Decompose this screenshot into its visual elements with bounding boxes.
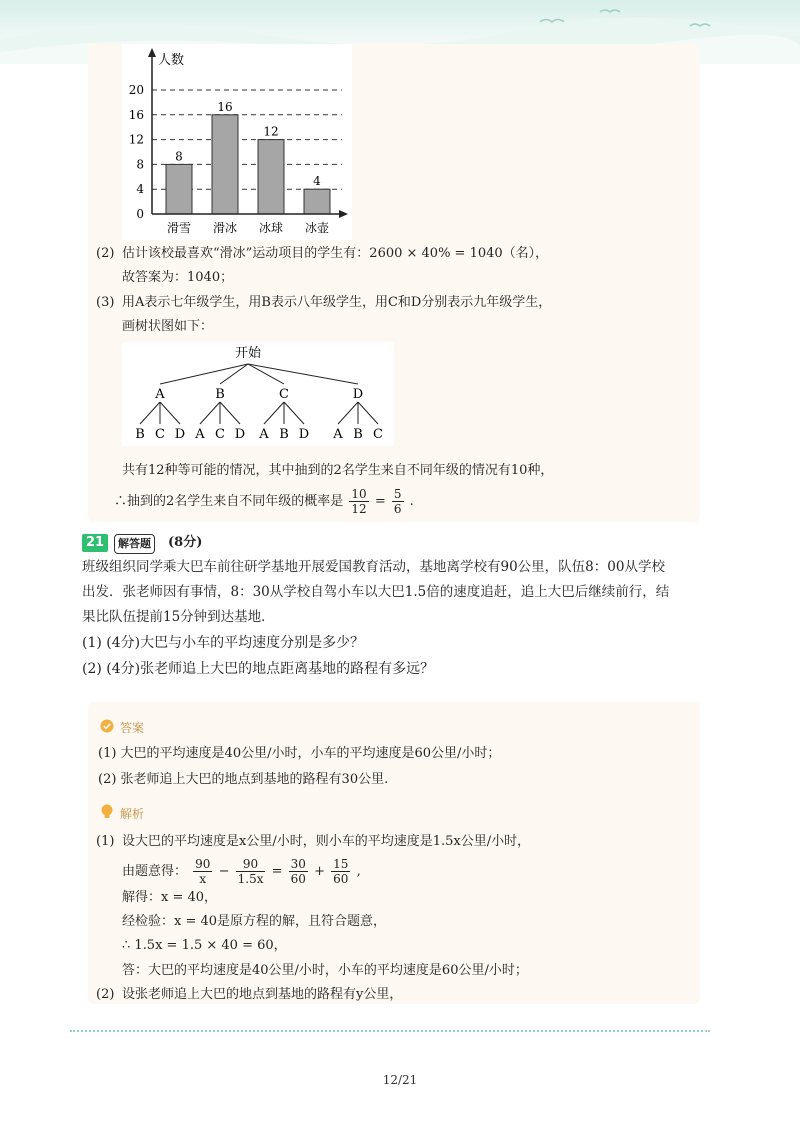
tree-leaf: B bbox=[353, 427, 363, 442]
tree-node: B bbox=[215, 387, 225, 402]
equals-sign: = bbox=[374, 494, 386, 509]
part3-line3: 共有12种等可能的情况，其中抽到的2名学生来自不同年级的情况有10种， bbox=[122, 463, 554, 478]
equation-line bbox=[122, 852, 361, 892]
footer-divider bbox=[70, 1030, 710, 1032]
fraction-5-6 bbox=[392, 487, 404, 516]
x-category-label: 冰壶 bbox=[304, 221, 330, 235]
f3-denominator: 60 bbox=[290, 872, 306, 886]
f1-denominator: x bbox=[199, 872, 207, 886]
x-category-label: 滑雪 bbox=[166, 221, 192, 235]
part2-number: (2) bbox=[96, 246, 115, 261]
tree-leaf: C bbox=[373, 427, 383, 442]
part2-line1: 估计该校最喜欢“滑冰”运动项目的学生有：2600 × 40% = 1040（名）， bbox=[122, 246, 549, 261]
tree-root: 开始 bbox=[234, 346, 262, 361]
part3-line2: 画树状图如下： bbox=[122, 319, 214, 334]
f3-numerator: 30 bbox=[290, 857, 306, 871]
y-tick-label: 4 bbox=[136, 182, 144, 197]
answer-line2: (2) 张老师追上大巴的地点到基地的路程有30公里. bbox=[98, 772, 389, 787]
probability-line bbox=[114, 482, 414, 522]
bar-value-label: 16 bbox=[217, 99, 233, 114]
fraction-10-12 bbox=[349, 487, 368, 516]
f4-numerator: 15 bbox=[333, 857, 349, 871]
analysis-number-1: (1) bbox=[96, 834, 115, 849]
y-tick-label: 20 bbox=[128, 83, 144, 97]
bar bbox=[258, 140, 284, 214]
y-tick-label: 16 bbox=[128, 107, 144, 122]
y-tick-label: 8 bbox=[136, 157, 144, 172]
f2-denominator: 1.5x bbox=[237, 872, 264, 886]
analysis-line1: 设大巴的平均速度是x公里/小时，则小车的平均速度是1.5x公里/小时， bbox=[122, 834, 531, 849]
bar bbox=[166, 164, 192, 214]
tree-node: D bbox=[352, 387, 364, 402]
y-axis-label: 人数 bbox=[158, 53, 185, 68]
analysis-line7: 设张老师追上大巴的地点到基地的路程有y公里， bbox=[122, 987, 403, 1002]
y-tick-label: 12 bbox=[128, 132, 144, 147]
tree-leaf: C bbox=[215, 427, 225, 442]
fraction-15-60 bbox=[331, 857, 350, 886]
lightbulb-icon bbox=[100, 804, 114, 820]
tree-node: C bbox=[279, 387, 289, 402]
f1-numerator: 90 bbox=[195, 857, 211, 871]
tree-leaf: D bbox=[298, 427, 310, 442]
question-text-line3: 果比队伍提前15分钟到达基地． bbox=[82, 609, 275, 625]
tree-leaf: B bbox=[135, 427, 145, 442]
question-text-line2: 出发．张老师因有事情，8：30从学校自驾小车以大巴1.5倍的速度追赶，追上大巴后继续前行，结 bbox=[82, 584, 670, 600]
tree-leaf: B bbox=[279, 427, 289, 442]
analysis-heading: 解析 bbox=[120, 807, 145, 821]
x-category-label: 滑冰 bbox=[212, 221, 238, 235]
tree-leaf: D bbox=[174, 427, 186, 442]
frac2-denominator: 6 bbox=[393, 502, 402, 516]
page-number: 12/21 bbox=[382, 1073, 418, 1087]
question-text-line1: 班级组织同学乘大巴车前往研学基地开展爱国教育活动，基地离学校有90公里，队伍8：00从学校 bbox=[82, 559, 665, 575]
sub-question-1: (1) (4分)大巴与小车的平均速度分别是多少？ bbox=[82, 635, 365, 651]
equation-end: , bbox=[356, 864, 361, 879]
tree-leaf: D bbox=[234, 427, 246, 442]
analysis-line3: 解得：x = 40， bbox=[122, 890, 218, 905]
analysis-line4: 经检验：x = 40是原方程的解，且符合题意， bbox=[122, 914, 387, 929]
equals-sign: = bbox=[271, 864, 283, 879]
part3-number: (3) bbox=[96, 295, 115, 310]
tree-leaf: C bbox=[155, 427, 165, 442]
part2-line2: 故答案为：1040； bbox=[122, 270, 234, 285]
bar bbox=[304, 189, 330, 214]
probability-end: . bbox=[409, 494, 414, 509]
fraction-30-60 bbox=[289, 857, 308, 886]
check-icon bbox=[100, 719, 114, 733]
answer-line1: (1) 大巴的平均速度是40公里/小时，小车的平均速度是60公里/小时； bbox=[98, 746, 501, 761]
answer-heading: 答案 bbox=[120, 721, 145, 735]
bar-chart bbox=[122, 44, 352, 240]
frac2-numerator: 5 bbox=[393, 487, 402, 501]
question-type-badge: 解答题 bbox=[114, 534, 155, 554]
frac1-denominator: 12 bbox=[351, 502, 367, 516]
analysis-line6: 答：大巴的平均速度是40公里/小时，小车的平均速度是60公里/小时； bbox=[122, 963, 528, 978]
equation-prefix: 由题意得： bbox=[122, 864, 188, 879]
y-tick-label: 0 bbox=[136, 207, 144, 221]
f4-denominator: 60 bbox=[333, 872, 349, 886]
analysis-number-2: (2) bbox=[96, 987, 115, 1002]
question-number-badge: 21 bbox=[82, 534, 108, 552]
bar-value-label: 8 bbox=[175, 149, 183, 164]
sub-question-2: (2) (4分)张老师追上大巴的地点距离基地的路程有多远？ bbox=[82, 661, 435, 677]
fraction-90-1.5x bbox=[236, 857, 266, 886]
fraction-90-x bbox=[193, 857, 212, 886]
question-score: (8分) bbox=[168, 535, 203, 550]
f2-numerator: 90 bbox=[236, 857, 266, 872]
part3-line1: 用A表示七年级学生，用B表示八年级学生，用C和D分别表示九年级学生， bbox=[122, 295, 552, 310]
x-category-label: 冰球 bbox=[258, 221, 284, 235]
tree-node: A bbox=[155, 387, 165, 402]
tree-leaf: A bbox=[259, 427, 269, 442]
bar bbox=[212, 115, 238, 214]
tree-leaf: A bbox=[333, 427, 343, 442]
probability-prefix: ∴抽到的2名学生来自不同年级的概率是 bbox=[114, 494, 344, 509]
bar-value-label: 12 bbox=[263, 124, 279, 139]
analysis-line5: ∴ 1.5x = 1.5 × 40 = 60， bbox=[122, 938, 287, 953]
minus-sign: − bbox=[218, 864, 230, 879]
tree-leaf: A bbox=[195, 427, 205, 442]
frac1-numerator: 10 bbox=[351, 487, 367, 501]
tree-diagram bbox=[122, 342, 394, 446]
bar-value-label: 4 bbox=[313, 174, 321, 189]
plus-sign: + bbox=[314, 864, 325, 879]
